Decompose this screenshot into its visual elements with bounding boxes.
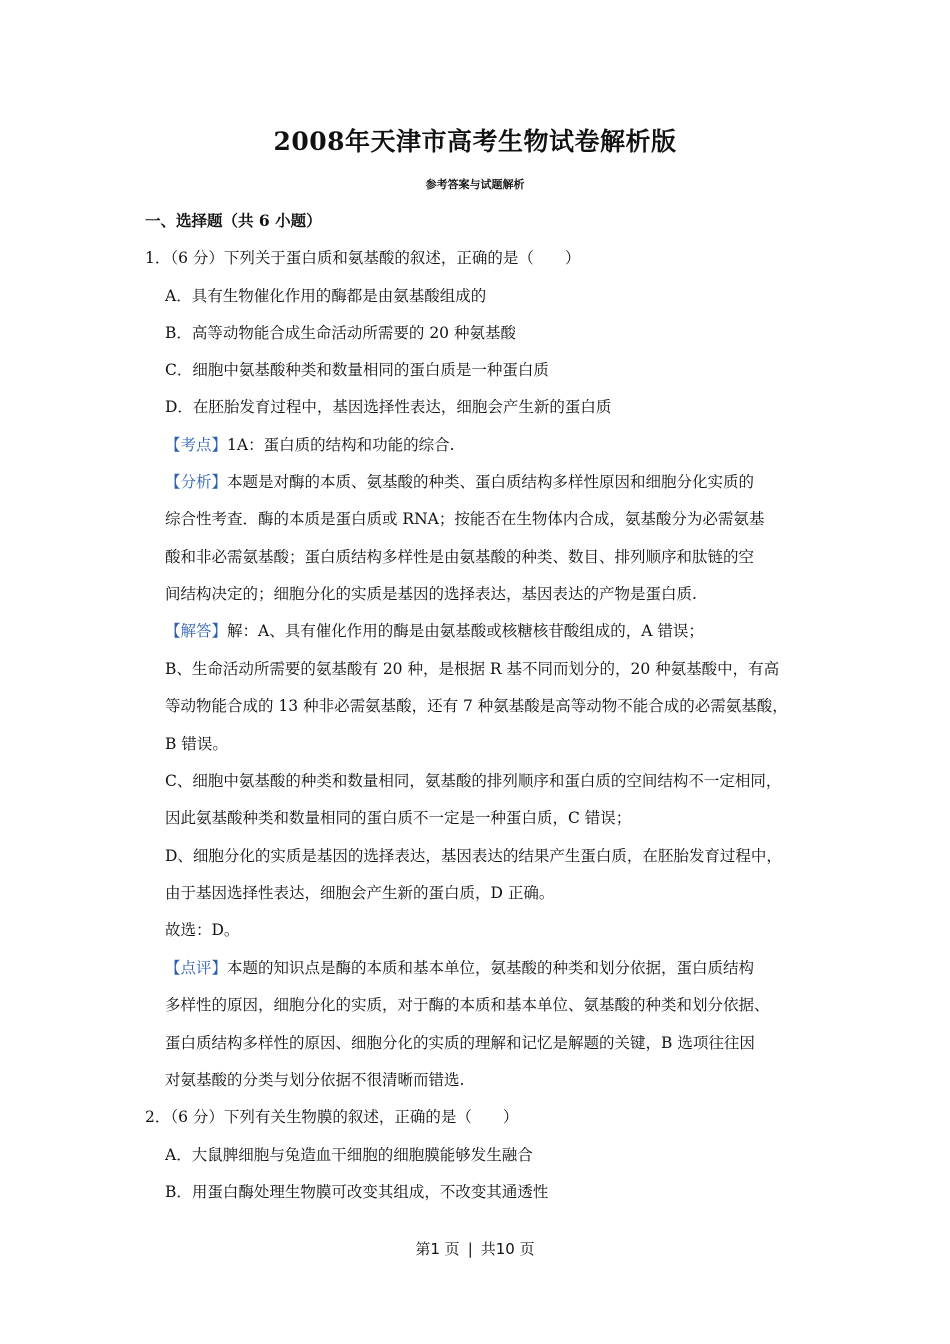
dianping-line-1 xyxy=(165,957,754,979)
question-2-option-b: B．用蛋白酶处理生物膜可改变其组成，不改变其通透性 xyxy=(165,1183,549,1201)
jieda-line-2: B、生命活动所需要的氨基酸有 20 种，是根据 R 基不同而划分的，20 种氨基酸中，有高 xyxy=(165,660,780,678)
fenxi-text-1: 本题是对酶的本质、氨基酸的种类、蛋白质结构多样性原因和细胞分化实质的 xyxy=(227,473,755,491)
dianping-text-1: 本题的知识点是酶的本质和基本单位，氨基酸的种类和划分依据，蛋白质结构 xyxy=(227,959,755,977)
footer-separator: | xyxy=(467,1240,473,1258)
jieda-line-7: D、细胞分化的实质是基因的选择表达，基因表达的结果产生蛋白质，在胚胎发育过程中， xyxy=(165,847,782,865)
dianping-tag: 【点评】 xyxy=(165,959,228,977)
dianping-line-2: 多样性的原因，细胞分化的实质，对于酶的本质和基本单位、氨基酸的种类和划分依据、 xyxy=(165,996,770,1014)
jieda-text-1: 解：A、具有催化作用的酶是由氨基酸或核糖核苷酸组成的，A 错误； xyxy=(227,622,704,640)
fenxi-line-2: 综合性考查．酶的本质是蛋白质或 RNA；按能否在生物体内合成，氨基酸分为必需氨基 xyxy=(165,510,765,528)
question-1-stem: 1．（6 分）下列关于蛋白质和氨基酸的叙述，正确的是（ ） xyxy=(145,249,581,267)
question-1-option-b: B．高等动物能合成生命活动所需要的 20 种氨基酸 xyxy=(165,324,516,342)
jieda-line-8: 由于基因选择性表达，细胞会产生新的蛋白质，D 正确。 xyxy=(165,884,555,902)
fenxi-tag: 【分析】 xyxy=(165,473,228,491)
question-1-option-c: C．细胞中氨基酸种类和数量相同的蛋白质是一种蛋白质 xyxy=(165,361,549,379)
page-number: 第1 页 xyxy=(415,1240,460,1258)
fenxi-line-1 xyxy=(165,471,754,493)
jieda-line-1 xyxy=(165,620,704,642)
jieda-line-3: 等动物能合成的 13 种非必需氨基酸，还有 7 种氨基酸是高等动物不能合成的必需氨基酸， xyxy=(165,697,788,715)
jieda-tag: 【解答】 xyxy=(165,622,228,640)
jieda-line-9: 故选：D。 xyxy=(165,921,240,939)
document-subtitle: 参考答案与试题解析 xyxy=(425,178,525,191)
question-2-stem: 2．（6 分）下列有关生物膜的叙述，正确的是（ ） xyxy=(145,1108,519,1126)
fenxi-line-4: 间结构决定的；细胞分化的实质是基因的选择表达，基因表达的产物是蛋白质. xyxy=(165,585,697,603)
jieda-line-5: C、细胞中氨基酸的种类和数量相同，氨基酸的排列顺序和蛋白质的空间结构不一定相同， xyxy=(165,772,782,790)
document-title: 2008年天津市高考生物试卷解析版 xyxy=(273,127,677,156)
page-footer xyxy=(0,1238,950,1259)
question-1-option-a: A．具有生物催化作用的酶都是由氨基酸组成的 xyxy=(165,287,487,305)
fenxi-line-3: 酸和非必需氨基酸；蛋白质结构多样性是由氨基酸的种类、数目、排列顺序和肽链的空 xyxy=(165,548,755,566)
jieda-line-6: 因此氨基酸种类和数量相同的蛋白质不一定是一种蛋白质，C 错误； xyxy=(165,809,632,827)
kaodian-block xyxy=(165,434,455,456)
question-1-option-d: D．在胚胎发育过程中，基因选择性表达，细胞会产生新的蛋白质 xyxy=(165,398,612,416)
question-2-option-a: A．大鼠脾细胞与兔造血干细胞的细胞膜能够发生融合 xyxy=(165,1146,533,1164)
dianping-line-4: 对氨基酸的分类与划分依据不很清晰而错选. xyxy=(165,1071,465,1089)
dianping-line-3: 蛋白质结构多样性的原因、细胞分化的实质的理解和记忆是解题的关键，B 选项往往因 xyxy=(165,1034,755,1052)
kaodian-text: 1A：蛋白质的结构和功能的综合. xyxy=(227,436,455,454)
section-heading: 一、选择题（共 6 小题） xyxy=(145,211,322,230)
jieda-line-4: B 错误。 xyxy=(165,735,228,753)
kaodian-tag: 【考点】 xyxy=(165,436,228,454)
total-pages: 共10 页 xyxy=(480,1240,535,1258)
